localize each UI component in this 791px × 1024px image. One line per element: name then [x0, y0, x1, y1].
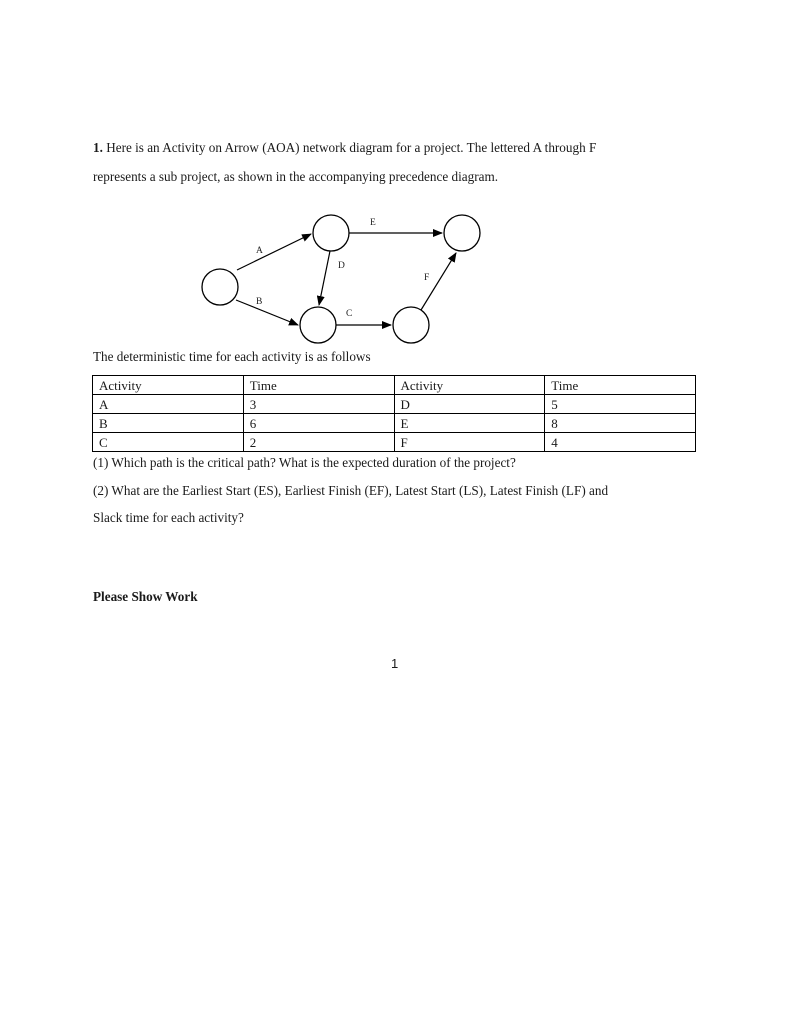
arrow-a [237, 234, 311, 270]
table-cell: F [394, 433, 545, 452]
table-header-row [93, 376, 696, 395]
table-cell: 2 [243, 433, 394, 452]
label-c: C [346, 309, 353, 319]
question-2-line-2: Slack time for each activity? [93, 510, 244, 525]
node-4 [300, 307, 336, 343]
table-cell: A [93, 395, 244, 414]
table-cell: D [394, 395, 545, 414]
table-cell: 5 [545, 395, 696, 414]
node-2 [313, 215, 349, 251]
question-1: (1) Which path is the critical path? What is the expected duration of the project? [93, 455, 516, 470]
arrow-d [319, 251, 330, 305]
question-2-line-1: (2) What are the Earliest Start (ES), Earliest Finish (EF), Latest Start (LS), Latest Finish (LF) and [93, 483, 609, 498]
node-5 [393, 307, 429, 343]
table-row [93, 433, 696, 452]
question-intro-line-2: represents a sub project, as shown in the accompanying precedence diagram. [93, 169, 498, 184]
table-cell: 4 [545, 433, 696, 452]
table-cell: B [93, 414, 244, 433]
page-number: 1 [391, 656, 399, 671]
table-header: Time [243, 376, 394, 395]
node-3 [444, 215, 480, 251]
table-cell: 3 [243, 395, 394, 414]
table-row [93, 414, 696, 433]
label-b: B [256, 297, 263, 307]
table-row [93, 395, 696, 414]
aoa-network-diagram [0, 0, 791, 360]
table-header: Activity [93, 376, 244, 395]
label-a: A [256, 246, 263, 256]
table-header: Activity [394, 376, 545, 395]
arrow-b [236, 300, 298, 325]
question-intro-text: Here is an Activity on Arrow (AOA) network diagram for a project. The lettered A through F [106, 140, 597, 155]
show-work-heading: Please Show Work [93, 589, 198, 604]
node-1 [202, 269, 238, 305]
activity-time-table [92, 375, 696, 452]
label-f: F [424, 273, 430, 283]
table-cell: C [93, 433, 244, 452]
label-d: D [338, 261, 345, 271]
label-e: E [370, 218, 376, 228]
table-cell: E [394, 414, 545, 433]
table-header: Time [545, 376, 696, 395]
table-intro: The deterministic time for each activity is as follows [93, 349, 371, 364]
table-cell: 6 [243, 414, 394, 433]
table-cell: 8 [545, 414, 696, 433]
question-number: 1. [93, 140, 103, 155]
